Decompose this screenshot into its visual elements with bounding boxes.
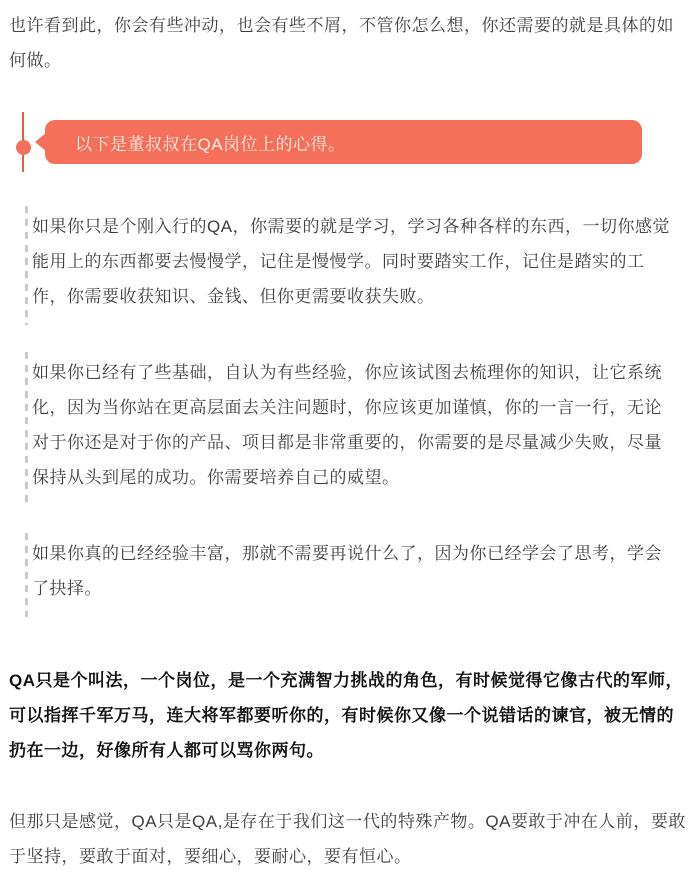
callout-banner <box>9 112 687 172</box>
speech-bubble-arrow-icon <box>35 133 46 151</box>
quote-beginner: 如果你只是个刚入行的QA，你需要的就是学习，学习各种各样的东西，一切你感觉能用上的东西都要去慢慢学，记住是慢慢学。同时要踏实工作，记住是踏实的工作，你需要收获知识、金钱、但你更需要收获失败。 <box>25 206 687 325</box>
timeline-dot-icon <box>16 140 31 155</box>
closing-paragraph: 但那只是感觉，QA只是QA,是存在于我们这一代的特殊产物。QA要敢于冲在人前，要敢于坚持，要敢于面对，要细心，要耐心，要有恒心。 <box>9 812 686 866</box>
quote-expert: 如果你真的已经经验丰富，那就不需要再说什么了，因为你已经学会了思考，学会了抉择。 <box>25 533 687 617</box>
intro-paragraph: 也许看到此，你会有些冲动，也会有些不屑，不管你怎么想，你还需要的就是具体的如何做。 <box>9 16 674 70</box>
quote-intermediate: 如果你已经有了些基础，自认为有些经验，你应该试图去梳理你的知识，让它系统化，因为当你站在更高层面去关注问题时，你应该更加谨慎，你的一言一行，无论对于你还是对于你的产品、项目都是非常重要的，你需要的是尽量减少失败，尽量保持从头到尾的成功。你需要培养自己的威望。 <box>25 352 687 506</box>
speech-bubble <box>45 120 642 164</box>
emphasis-paragraph: QA只是个叫法，一个岗位，是一个充满智力挑战的角色，有时候觉得它像古代的军师，可以指挥千军万马，连大将军都要听你的，有时候你又像一个说错话的谏官，被无情的扔在一边，好像所有人都可以骂你两句。 <box>9 671 683 760</box>
callout-text: 以下是董叔叔在QA岗位上的心得。 <box>75 134 346 154</box>
